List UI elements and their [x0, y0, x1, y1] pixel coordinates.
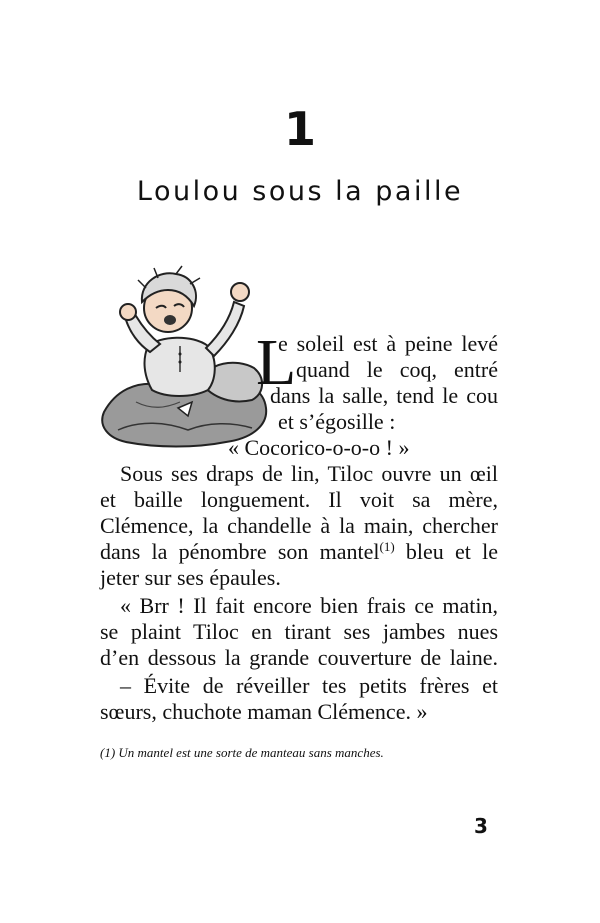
- text-line: « Brr ! Il fait encore bien frais ce matin,: [120, 593, 498, 618]
- text-line: d’en dessous la grande couverture de laine.: [100, 645, 498, 670]
- drop-cap: L: [256, 326, 297, 399]
- text-fragment: bleu et le: [394, 539, 498, 564]
- text-line: – Évite de réveiller tes petits frères et: [120, 673, 498, 698]
- text-line: jeter sur ses épaules.: [100, 565, 281, 590]
- chapter-title: Loulou sous la paille: [136, 176, 464, 207]
- text-line: et baille longuement. Il voit sa mère,: [100, 487, 498, 512]
- text-fragment: dans la pénombre son mantel: [100, 539, 380, 564]
- yawning-child-illustration: [96, 262, 272, 452]
- text-line: e soleil est à peine levé: [278, 331, 498, 356]
- footnote: (1) Un mantel est une sorte de manteau sans manches.: [100, 745, 384, 760]
- footnote-reference: (1): [379, 539, 395, 554]
- text-line: Clémence, la chandelle à la main, chercher: [100, 513, 498, 538]
- text-line: quand le coq, entré: [296, 357, 498, 382]
- text-line: se plaint Tiloc en tirant ses jambes nues: [100, 619, 498, 644]
- text-line: [100, 539, 498, 565]
- text-line: et s’égosille :: [278, 409, 396, 434]
- page-number: 3: [474, 814, 488, 838]
- text-line: « Cocorico-o-o-o ! »: [228, 435, 410, 460]
- text-line: Sous ses draps de lin, Tiloc ouvre un œil: [120, 461, 498, 486]
- chapter-number: 1: [283, 102, 316, 156]
- text-line: sœurs, chuchote maman Clémence. »: [100, 699, 428, 724]
- text-line: dans la salle, tend le cou: [270, 383, 498, 408]
